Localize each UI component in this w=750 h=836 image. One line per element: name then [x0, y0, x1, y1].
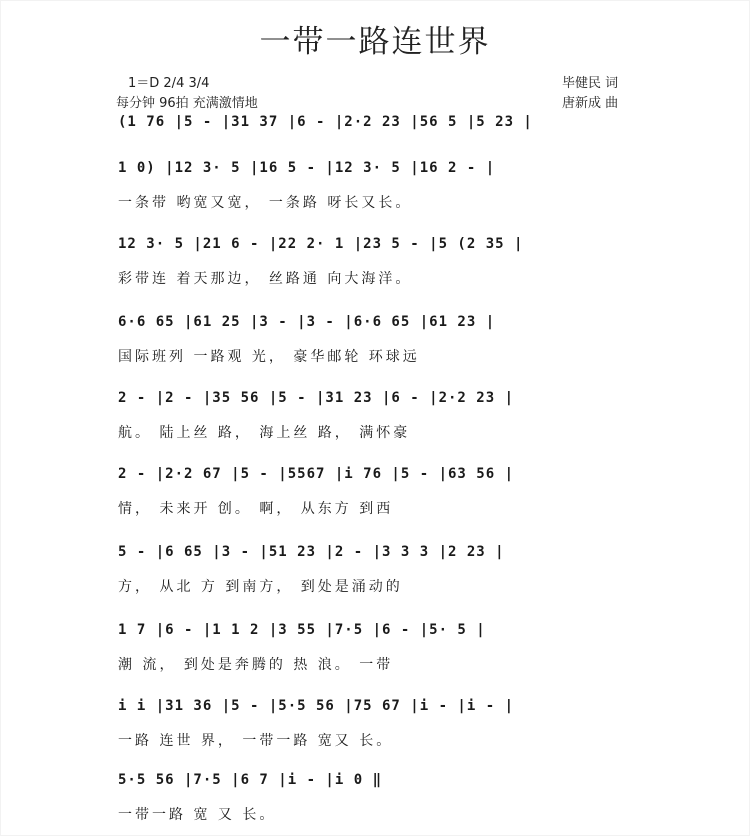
lyricist-credit: 毕健民 词 — [562, 76, 619, 91]
system-4 — [0, 314, 750, 365]
lyric-line: 一带一路 宽 又 长。 — [118, 807, 277, 823]
composer-credit: 唐新成 曲 — [562, 96, 619, 111]
notation-line: 5 - |6 65 |3 - |51 23 |2 - |3 3 3 |2 23 | — [118, 544, 505, 560]
lyric-line: 一路 连世 界， 一带一路 宽又 长。 — [118, 733, 394, 749]
system-1 — [0, 114, 750, 148]
system-9 — [0, 698, 750, 749]
tempo-marking: 每分钟 96拍 充满激情地 — [116, 96, 258, 111]
notation-line: 2 - |2 - |35 56 |5 - |31 23 |6 - |2·2 23 | — [118, 390, 515, 406]
lyric-line: 情， 未来开 创。 啊， 从东方 到西 — [118, 501, 394, 517]
notation-line: (1 76 |5 - |31 37 |6 - |2·2 23 |56 5 |5 23 | — [118, 114, 533, 130]
system-10 — [0, 772, 750, 823]
notation-line: i i |31 36 |5 - |5·5 56 |75 67 |i - |i - | — [118, 698, 515, 714]
system-5 — [0, 390, 750, 441]
notation-line: 12 3· 5 |21 6 - |22 2· 1 |23 5 - |5 (2 35 | — [118, 236, 524, 252]
lyric-line: 航。 陆上丝 路， 海上丝 路， 满怀豪 — [118, 425, 411, 441]
system-6 — [0, 466, 750, 517]
key-meter: 1＝D 2/4 3/4 — [128, 76, 210, 91]
notation-line: 6·6 65 |61 25 |3 - |3 - |6·6 65 |61 23 | — [118, 314, 496, 330]
notation-line: 1 0) |12 3· 5 |16 5 - |12 3· 5 |16 2 - | — [118, 160, 496, 176]
notation-line: 5·5 56 |7·5 |6 7 |i - |i 0 ‖ — [118, 772, 383, 788]
lyric-line: 潮 流， 到处是奔腾的 热 浪。 一带 — [118, 657, 394, 673]
system-8 — [0, 622, 750, 673]
system-7 — [0, 544, 750, 595]
system-3 — [0, 236, 750, 287]
lyric-line: 国际班列 一路观 光， 豪华邮轮 环球远 — [118, 349, 420, 365]
lyric-line: 一条带 哟宽又宽， 一条路 呀长又长。 — [118, 195, 413, 211]
notation-line: 1 7 |6 - |1 1 2 |3 55 |7·5 |6 - |5· 5 | — [118, 622, 486, 638]
lyric-line: 彩带连 着天那边， 丝路通 向大海洋。 — [118, 271, 413, 287]
lyric-line: 方， 从北 方 到南方， 到处是涌动的 — [118, 579, 403, 595]
system-2 — [0, 160, 750, 211]
notation-line: 2 - |2·2 67 |5 - |5567 |i 76 |5 - |63 56 | — [118, 466, 515, 482]
song-title: 一带一路连世界 — [259, 24, 491, 60]
